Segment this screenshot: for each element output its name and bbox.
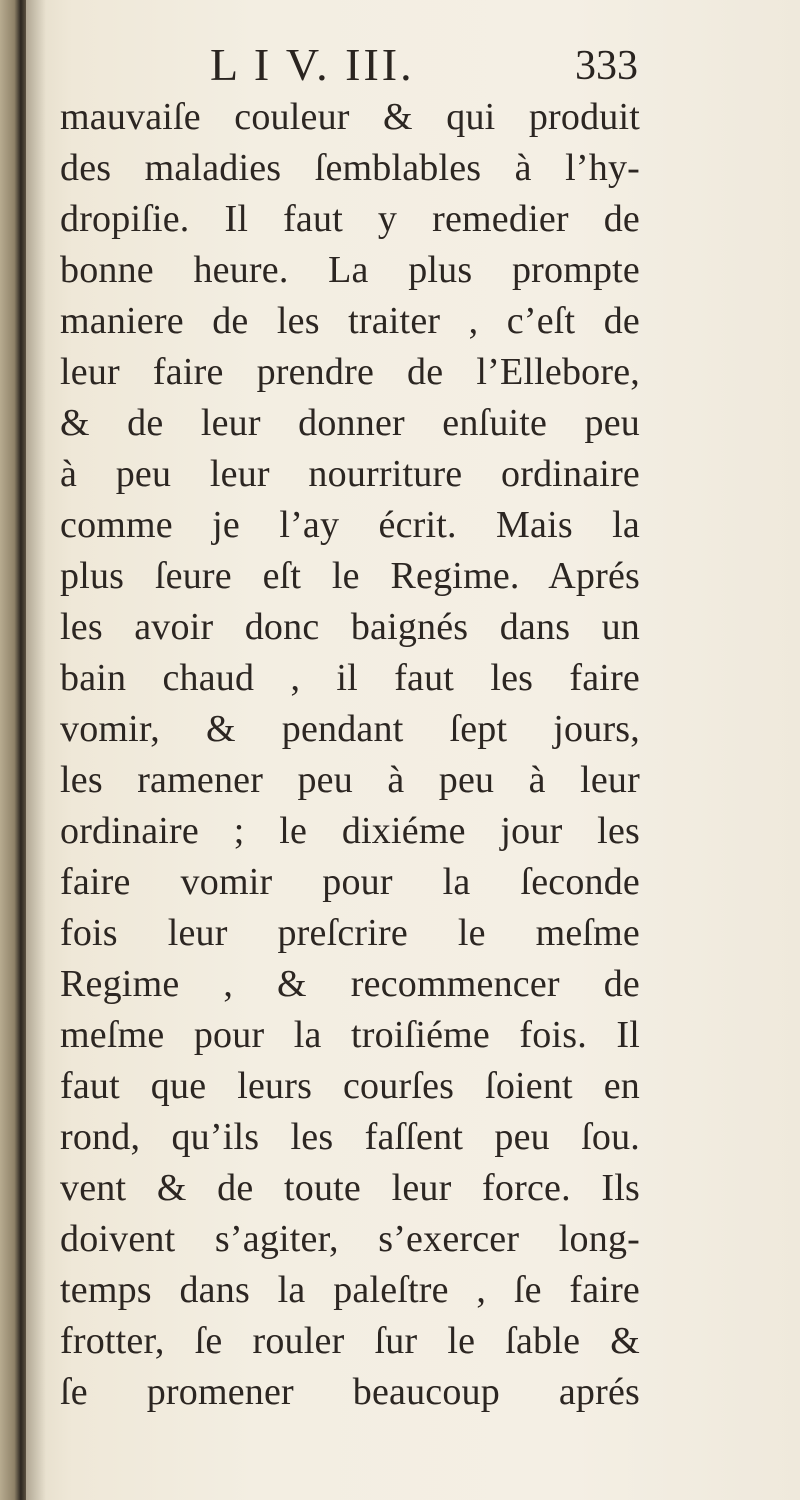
running-head: L I V. III. [210, 39, 415, 90]
text-line: meſme pour la troiſiéme fois. Il [60, 1014, 640, 1056]
text-line: & de leur donner enſuite peu [60, 402, 640, 444]
book-spine [0, 0, 26, 1500]
text-line: plus ſeure eſt le Regime. Aprés [60, 555, 640, 597]
page-header [60, 32, 640, 96]
body-text [60, 92, 640, 1418]
text-line: bonne heure. La plus prompte [60, 249, 640, 291]
text-line: ordinaire ; le dixiéme jour les [60, 810, 640, 852]
text-line: faire vomir pour la ſeconde [60, 861, 640, 903]
page-number: 333 [575, 43, 638, 89]
text-line: dropiſie. Il faut y remedier de [60, 198, 640, 240]
text-line: maniere de les traiter , c’eſt de [60, 300, 640, 342]
text-line: des maladies ſemblables à l’hy- [60, 147, 640, 189]
text-line: vent & de toute leur force. Ils [60, 1167, 640, 1209]
text-line: vomir, & pendant ſept jours, [60, 708, 640, 750]
text-line: mauvaiſe couleur & qui produit [60, 96, 640, 138]
text-line: fois leur preſcrire le meſme [60, 912, 640, 954]
text-line: comme je l’ay écrit. Mais la [60, 504, 640, 546]
text-line: ſe promener beaucoup aprés [60, 1371, 640, 1413]
text-line: bain chaud , il faut les faire [60, 657, 640, 699]
text-line: faut que leurs courſes ſoient en [60, 1065, 640, 1107]
gutter-shadow [26, 0, 46, 1500]
text-line: temps dans la paleſtre , ſe faire [60, 1269, 640, 1311]
text-line: rond, qu’ils les faſſent peu ſou. [60, 1116, 640, 1158]
text-line: les avoir donc baignés dans un [60, 606, 640, 648]
text-line: leur faire prendre de l’Ellebore, [60, 351, 640, 393]
text-line: à peu leur nourriture ordinaire [60, 453, 640, 495]
text-line: Regime , & recommencer de [60, 963, 640, 1005]
text-line: doivent s’agiter, s’exercer long- [60, 1218, 640, 1260]
text-line: les ramener peu à peu à leur [60, 759, 640, 801]
text-line: frotter, ſe rouler ſur le ſable & [60, 1320, 640, 1362]
